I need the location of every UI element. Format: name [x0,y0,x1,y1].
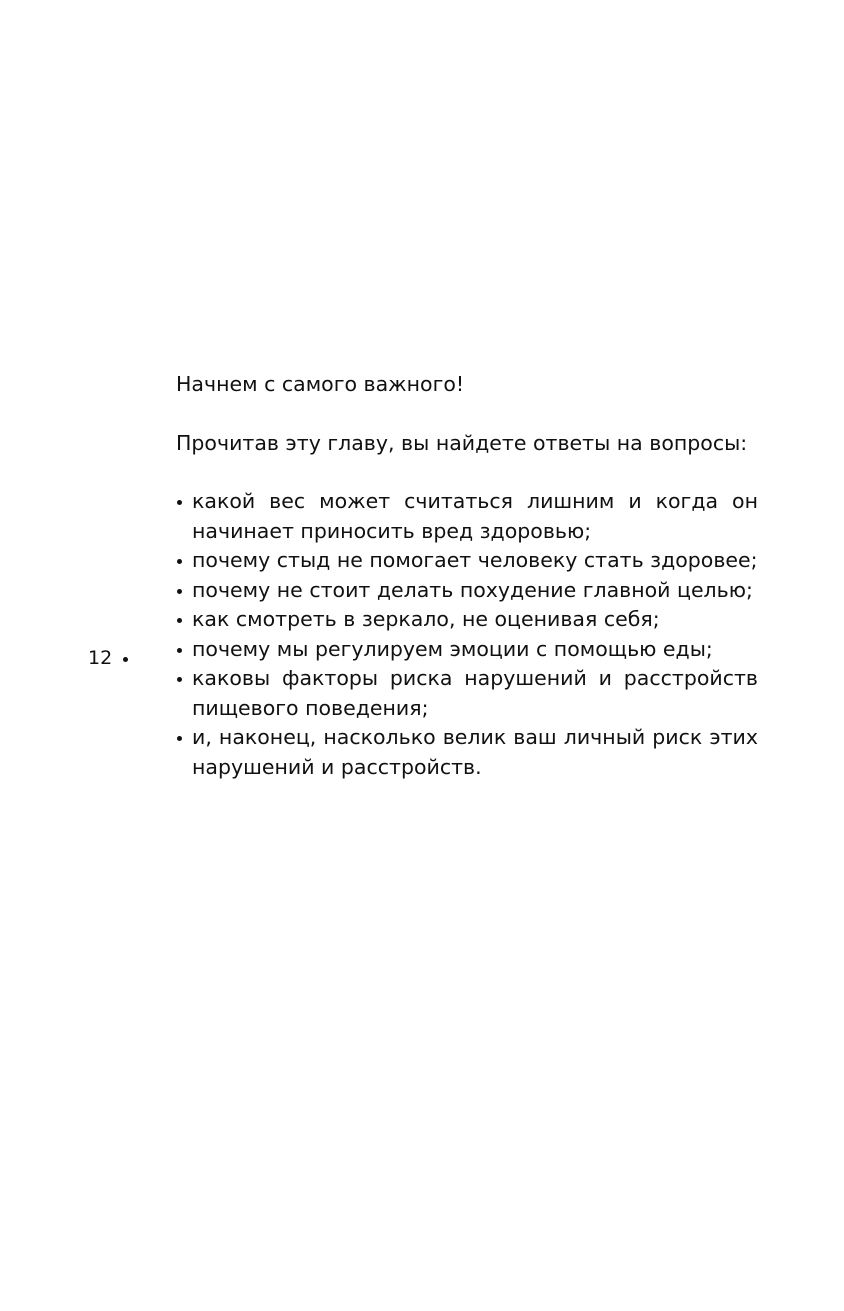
bullet-icon [177,589,182,594]
list-item-text: каковы факторы риска нарушений и расстройств пищевого поведения; [192,666,758,720]
bullet-icon [177,736,182,741]
page-number-dot-icon [123,657,128,662]
intro-paragraph: Начнем с самого важного! [176,372,465,396]
page-number-block [88,645,128,671]
list-item [176,635,758,665]
bullet-icon [177,677,182,682]
bullet-icon [177,500,182,505]
bullet-icon [177,559,182,564]
list-item-text: и, наконец, насколько велик ваш личный риск этих нарушений и расстройств. [192,725,758,779]
bullet-icon [177,648,182,653]
bullet-icon [177,618,182,623]
list-item-text: как смотреть в зеркало, не оценивая себя; [192,607,660,631]
list-item [176,487,758,546]
lead-paragraph: Прочитав эту главу, вы найдете ответы на вопросы: [176,430,748,455]
list-item [176,605,758,635]
list-item-text: почему мы регулируем эмоции с помощью еды; [192,636,713,661]
list-item [176,546,758,576]
list-item [176,576,758,606]
list-item [176,664,758,723]
list-item [176,723,758,782]
list-item-text: какой вес может считаться лишним и когда он начинает приносить вред здоровью; [192,489,758,543]
questions-list [176,487,758,782]
page-number: 12 [88,647,113,669]
list-item-text: почему стыд не помогает человеку стать здоровее; [192,548,758,572]
page-content [176,370,758,782]
list-item-text: почему не стоит делать похудение главной целью; [192,577,753,602]
